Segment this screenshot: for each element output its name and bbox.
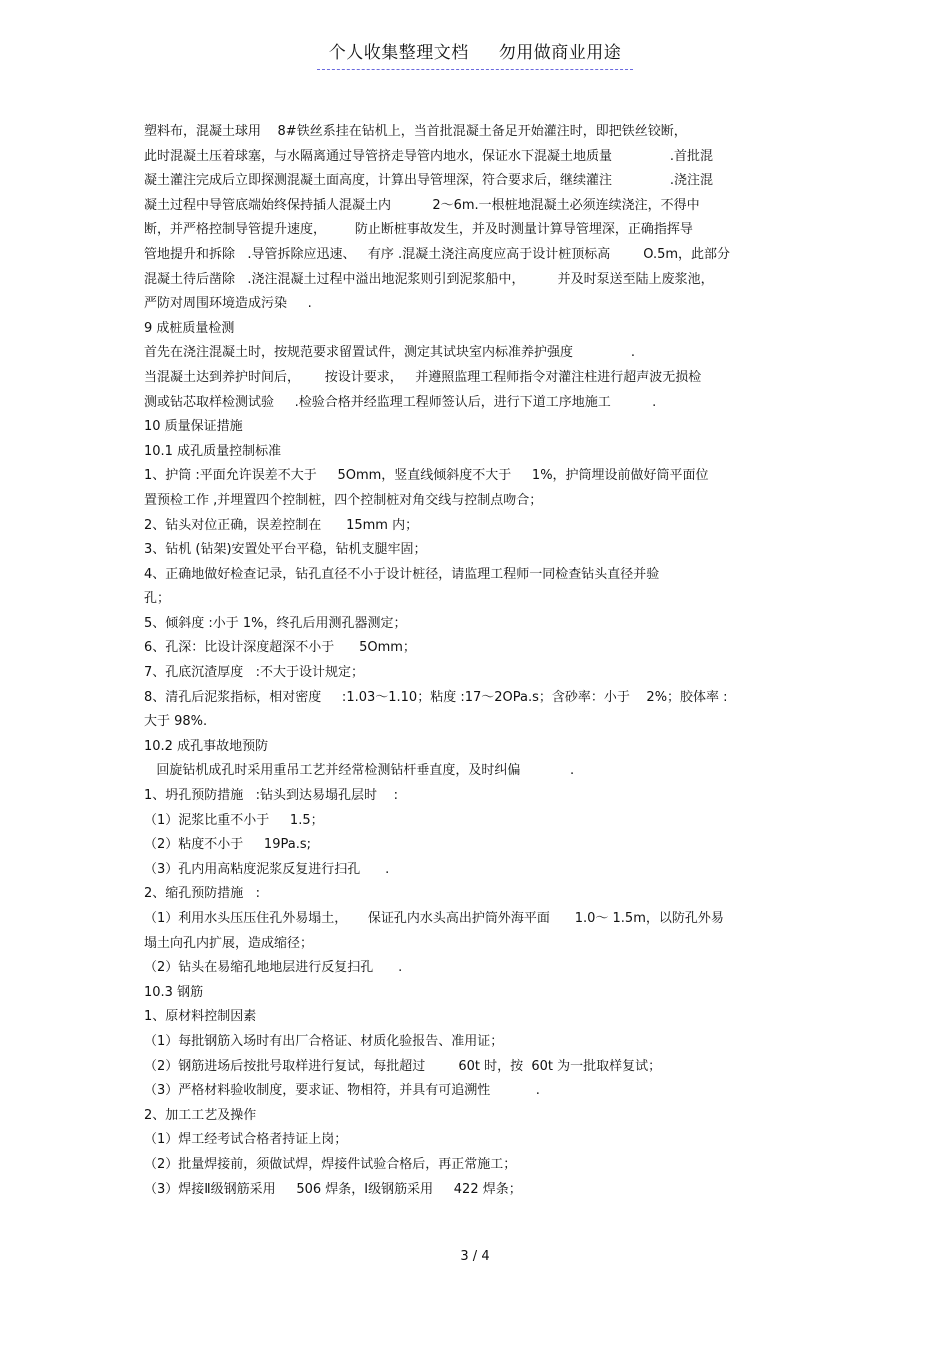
text-line: （3）孔内用高粘度泥浆反复进行扫孔 . xyxy=(144,861,390,877)
text-line: 2、钻头对位正确，误差控制在 15mm 内； xyxy=(144,517,419,533)
text-line: （2）钻头在易缩孔地地层进行反复扫孔 . xyxy=(144,960,403,976)
header-left-text: 个人收集整理文档 xyxy=(328,43,469,63)
text-line: 此时混凝土压着球塞，与水隔离通过导管挤走导管内地水，保证水下混凝土地质量 .首批混 xyxy=(144,148,713,164)
text-line: 塌土向孔内扩展，造成缩径； xyxy=(144,935,314,951)
text-line: 当混凝土达到养护时间后， 按设计要求， 并遵照监理工程师指令对灌注柱进行超声波无损检 xyxy=(144,369,702,385)
text-line: （3）严格材料验收制度，要求证、物相符，并具有可追溯性 . xyxy=(144,1083,540,1099)
text-line: （1）每批钢筋入场时有出厂合格证、材质化验报告、准用证； xyxy=(144,1033,504,1049)
text-line: （2）粘度不小于 19Pa.s; xyxy=(144,837,311,853)
text-line: 5、倾斜度 :小于 1%，终孔后用测孔器测定； xyxy=(144,615,407,631)
text-line: （1）利用水头压压住孔外易塌土， 保证孔内水头高出护筒外海平面 1.0～ 1.5m，以防孔外易 xyxy=(144,911,724,926)
text-line: （3）焊接Ⅱ级钢筋采用 506 焊条，Ⅰ级钢筋采用 422 焊条； xyxy=(144,1181,522,1197)
header-watermark xyxy=(317,38,633,70)
text-line: 大于 98%. xyxy=(144,714,208,730)
section-heading: 10.3 钢筋 xyxy=(144,984,204,1000)
section-heading: 9 成桩质量检测 xyxy=(144,320,235,336)
text-line: 4、正确地做好检查记录，钻孔直径不小于设计桩径，请监理工程师一同检查钻头直径并验 xyxy=(144,566,660,582)
text-line: （1）泥浆比重不小于 1.5； xyxy=(144,812,324,828)
text-line: 置预检工作 ,并埋置四个控制桩，四个控制桩对角交线与控制点吻合； xyxy=(144,492,543,508)
section-heading: 10.1 成孔质量控制标准 xyxy=(144,443,282,459)
page-header xyxy=(0,38,950,70)
section-heading: 10 质量保证措施 xyxy=(144,419,243,435)
text-line: 1、原材料控制因素 xyxy=(144,1009,257,1025)
text-line: 塑料布，混凝土球用 8#铁丝系挂在钻机上，当首批混凝土备足开始灌注时，即把铁丝铰断， xyxy=(144,124,687,139)
text-line: 断，并严格控制导管提升速度， 防止断桩事故发生，并及时测量计算导管埋深，正确指挥导 xyxy=(144,222,693,238)
section-heading: 10.2 成孔事故地预防 xyxy=(144,738,269,754)
text-line: 6、孔深：比设计深度超深不小于 5Omm； xyxy=(144,640,416,656)
text-line: （1）焊工经考试合格者持证上岗； xyxy=(144,1132,348,1148)
text-line: 回旋钻机成孔时采用重吊工艺并经常检测钻杆垂直度，及时纠偏 . xyxy=(144,763,575,779)
text-line: （2）钢筋进场后按批号取样进行复试，每批超过 60t 时，按 60t 为一批取样复试； xyxy=(144,1058,662,1074)
text-line: 凝土灌注完成后立即探测混凝土面高度，计算出导管埋深，符合要求后，继续灌注 .浇注混 xyxy=(144,173,713,189)
text-line: （2）批量焊接前，须做试焊，焊接件试验合格后，再正常施工； xyxy=(144,1156,517,1172)
text-line: 首先在浇注混凝土时，按规范要求留置试件，测定其试块室内标准养护强度 . xyxy=(144,345,635,361)
page-footer xyxy=(0,1249,950,1264)
text-line: 1、护筒 :平面允许误差不大于 5Omm，竖直线倾斜度不大于 1%，护筒埋设前做好筒平面位 xyxy=(144,468,709,484)
text-line: 1、坍孔预防措施 :钻头到达易塌孔层时 : xyxy=(144,788,398,804)
header-right-text: 勿用做商业用途 xyxy=(498,43,622,63)
document-body xyxy=(144,120,812,1202)
text-line: 孔； xyxy=(144,591,171,607)
page-number: 3 / 4 xyxy=(460,1249,490,1264)
text-line: 混凝土待后凿除 .浇注混凝土过程中溢出地泥浆则引到泥浆船中， 并及时泵送至陆上废浆池， xyxy=(144,271,714,287)
text-line: 严防对周围环境造成污染 . xyxy=(144,296,312,312)
text-line: 凝土过程中导管底端始终保持插人混凝土内 2～6m.一根桩地混凝土必须连续浇注，不得中 xyxy=(144,197,700,213)
text-line: 2、缩孔预防措施 : xyxy=(144,886,261,902)
text-line: 3、钻机 (钻架)安置处平台平稳，钻机支腿牢固； xyxy=(144,542,427,558)
text-line: 2、加工工艺及操作 xyxy=(144,1107,257,1123)
text-line: 测或钻芯取样检测试验 .检验合格并经监理工程师签认后，进行下道工序地施工 . xyxy=(144,394,657,410)
text-line: 8、清孔后泥浆指标，相对密度 :1.03～1.10；粘度 :17～2OPa.s；含砂率：小于 2%；胶体率 : xyxy=(144,689,728,705)
text-line: 管地提升和拆除 .导管拆除应迅速、 有序 .混凝土浇注高度应高于设计桩顶标高 O.5m，此部分 xyxy=(144,246,731,262)
text-line: 7、孔底沉渣厚度 :不大于设计规定； xyxy=(144,665,365,681)
